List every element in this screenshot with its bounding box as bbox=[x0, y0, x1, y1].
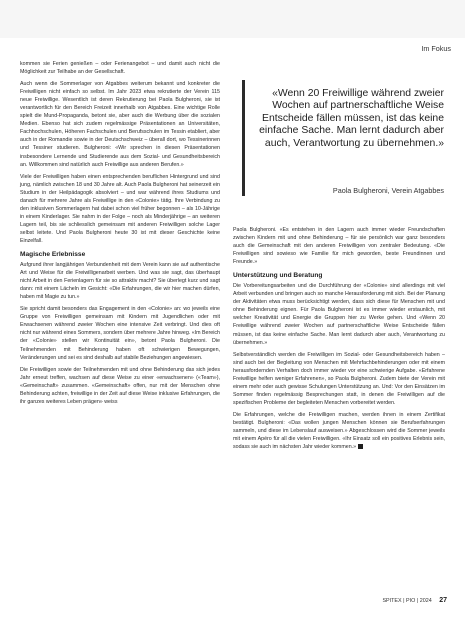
paragraph: Sie spricht damit besonders das Engagement in den «Colonie» an: wo jeweils eine Gruppe von Freiwilligen gemeinsam mit Kindern mit Jugendlichen oder mit Erwachsenen während zweier Wochen eine intensive Zeit verbringt. Und dies oft nicht nur während eines Sommers, sondern über mehrere Jahre hinweg. «Im Bereich der «Colonie» stellen wir Kontinuität ein», betont Paola Bulgheroni. Die Teilnehmenden mit Behinderung haben oft schwierigen Bewegungen, Veränderungen und sei es sind deshalb auf stabile Beziehungen angewiesen. bbox=[20, 306, 220, 361]
paragraph-text: Die Erfahrungen, welche die Freiwilligen machen, werden ihnen in einem Zertifikat bestätigt. Bulgheroni: «Das wollen jungen Menschen können sie Berufserfahrungen sammeln, und diese im Lebenslauf ausweisen.» Abgeschlossen wird die Sommer jeweils mit einem Apéro für all die vielen Freiwilligen. «Ihr Einsatz soll ein positives Erlebnis sein, sodass sie auch im nächsten Jahr wieder kommen.» bbox=[233, 411, 445, 451]
page-number: 27 bbox=[439, 597, 447, 604]
section-label: Im Fokus bbox=[421, 44, 451, 53]
paragraph: Die Vorbereitungsarbeiten und die Durchführung der «Colonie» sind allerdings mit viel Arbeit verbunden und bringen auch so manche Herausforderung mit sich. Bei der Planung der Aktivitäten etwa muss berücksichtigt werden, dass sich diese für Menschen mit und ohne Behinderung eignen. Für Paola Bulgheroni ist es immer wieder erstaunlich, mit welcher Kreativität und Energie die Gruppen hier zu Werke gehen. Und «Wenn 20 Freiwillige während zweier Wochen auf partnerschaftliche Weise Entscheide fällen müssen, ist das keine einfache Sache. Man lernt dadurch aber auch, Verantwortung zu übernehmen.» bbox=[233, 283, 445, 346]
paragraph: Selbstverständlich werden die Freiwilligen im Sozial- oder Gesundheitsbereich haben – sind auch bei der Begleitung von Menschen mit Mehrfachbehinderungen oder mit einem herausfordernden Verhalten doch immer wieder vor eine schwierige Aufgabe. «Erfahrene Freiwillige helfen weniger Erfahrenen», so Paola Bulgheroni. Zudem biete der Verein mit einem mehr oder auch gewisse Schulungen Unterstützung an. Und: Vor den Einsätzen im Sommer finden regelmässig Besprechungen statt, in denen die Freiwilligen auf die spezifischen Probleme der begleiteten Menschen vorbereitet werden. bbox=[233, 351, 445, 406]
publication-name: SPITEX | PIO | 2024 bbox=[382, 598, 432, 604]
pull-quote: «Wenn 20 Freiwillige während zweier Wochen auf partnerschaftliche Weise Entscheide fällen müssen, ist das keine einfache Sache. Man lernt dadurch aber auch, Verantwortung zu übernehmen.» bbox=[259, 88, 444, 149]
subheading: Magische Erlebnisse bbox=[20, 251, 86, 259]
subheading: Unterstützung und Beratung bbox=[233, 272, 323, 280]
paragraph: Aufgrund ihrer langjährigen Verbundenheit mit dem Verein kann sie auf authentische Art und Weise für die Freiwilligenarbeit werben. Und was sie sagt, das überhaupt nicht Arbeit in den Ferienlagern für sie so attraktiv macht? Sie überlegt kurz und sagt dann: mit einem Lächeln im Gesicht: «Die Erfahrungen, die wir hier machen dürfen, haben mit Magie zu tun.» bbox=[20, 262, 220, 301]
paragraph: Viele der Freiwilligen haben einen entsprechenden beruflichen Hintergrund und sind jung, nämlich zwischen 18 und 30 Jahre alt. Auch Paola Bulgheroni hat seinerzeit ein Studium in der Heilpädagogik absolviert – und war während ihres Studiums und danach für mehrere Jahre als Freiwillige in den «Colonie» tätig. Ihre Verbindung zu den inklusiven Sommerlagern hat dabei schon viel früher begonnen – als 10-Jährige in einem Kinderlager. Sie nahm in der Folge – noch als Minderjährige – an weiteren Lagern teil, bis sie schliesslich gemeinsam mit anderen Freiwilligen solche Lager selbst leitete. Und Paola Bulgheroni heute 30 ist mit dieser Geschichte keine Einzelfall. bbox=[20, 173, 220, 244]
end-of-article-mark bbox=[358, 444, 363, 449]
paragraph: kommen sie Ferien genießen – oder Ferienangebot – und damit auch nicht die Möglichkeit zur Teilhabe an der Gesellschaft. bbox=[20, 61, 220, 76]
page-footer bbox=[382, 597, 447, 604]
article-column-right bbox=[233, 226, 445, 455]
pull-quote-rule bbox=[242, 80, 245, 196]
top-margin-band bbox=[0, 0, 465, 38]
paragraph: Die Freiwilligen sowie der Teilnehmenden mit und ohne Behinderung das sich jedes Jahr erneut treffen, wachsen auf diese Weise zu einer «erwachsenen» («Team»), «Gemeinschaft» zusammen. «Gemeinschaft» offen, nur mit der Menschen ohne Behinderung achten, freiwillige in der Zeit auf diese Weise inklusive Erfahrungen, die ihr ganzes weiteres Leben prägen» weiss bbox=[20, 366, 220, 405]
paragraph: Paola Bulgheroni. «Es entstehen in den Lagern auch immer wieder Freundschaften zwischen Kindern mit und ohne Behinderung – für sie persönlich war ganz besonders auch die Gemeinschaft mit den anderen Freiwilligen von zentraler Bedeutung. «Die Freiwilligen sind sowieso wie Familie für mich geworden, beste Freundinnen und Freunde.» bbox=[233, 227, 445, 266]
paragraph-last bbox=[233, 411, 445, 451]
article-column-left bbox=[20, 60, 220, 410]
paragraph: Auch wenn die Sommerlager von Atgabbes weiterum bekannt und konkreter die Freiwilligen nicht einfach so selbst. Im Jahr 2023 etwa rekrutierte der Verein 115 neue Freiwillige. Wesentlich ist deren Rekrutierung bei Paola Bulgheroni, sie ist verantwortlich für den Bereich Freizeit innerhalb von Atgabbes. Eine wichtige Rolle spielt die Mund-Propaganda, betont sie, aber auch die Werbung über die sozialen Medien. Ebenso hat sich zudem regelmässige Präsentationen an Universitäten, Fachhochschulen, Höheren Fachschulen und Berufsschulen im Tessin etabliert, aber auch in der Romandie sowie in der Deutschschweiz – überall dort, wo Tessinerinnen und Tessiner studieren. Bulgheroni: «Wir sprechen in diesen Präsentationen insbesondere Lernende und Studierende aus dem Sozial- und Gesundheitsbereich an. Willkommen sind natürlich auch Freiwillige aus anderen Berufen.» bbox=[20, 81, 220, 168]
pull-quote-author: Paola Bulgheroni, Verein Atgabbes bbox=[332, 186, 444, 195]
